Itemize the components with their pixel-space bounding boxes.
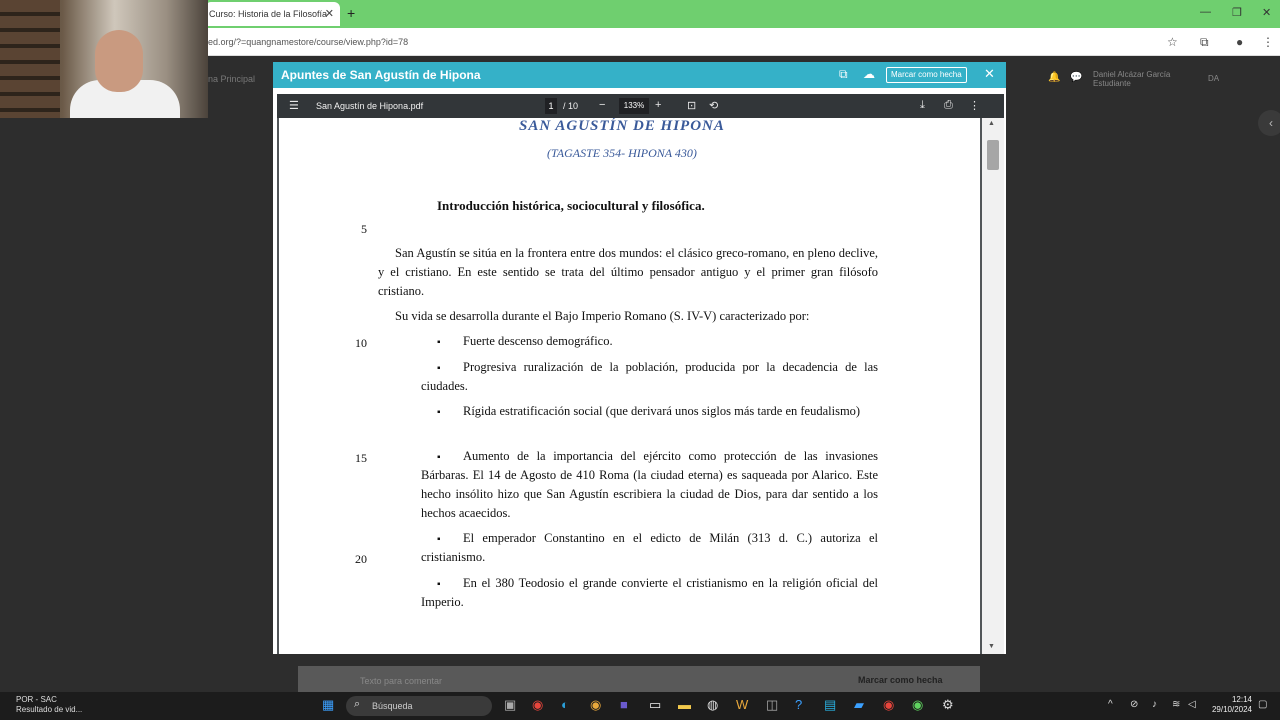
line-number: 15 (355, 451, 367, 465)
winamp-icon[interactable]: W (736, 697, 749, 712)
zoom-in-icon[interactable]: + (655, 99, 662, 111)
news-widget[interactable] (16, 695, 82, 715)
line-number: 5 (361, 222, 367, 236)
intro-paragraph: San Agustín se sitúa en la frontera entre dos mundos: el clásico greco-romano, en pleno declive, y el cristiano. En este sentido se trata del último pensador antiguo y el primer gran filósofo cristiano. (378, 246, 878, 298)
line-number: 10 (355, 336, 367, 350)
browser-tab[interactable] (205, 2, 340, 26)
restore-icon[interactable]: ❐ (1232, 7, 1242, 19)
nav-home-link[interactable]: na Principal (208, 74, 256, 84)
list-item: El emperador Constantino en el edicto de Milán (313 d. C.) autoriza el cristianismo. (421, 531, 878, 564)
activity-comment-label: Texto para comentar (360, 676, 443, 686)
user-role: Estudiante (1093, 79, 1131, 88)
background-mark-done-button[interactable]: Marcar como hecha (858, 675, 943, 685)
date: 29/10/2024 (1211, 705, 1252, 714)
line-number: 20 (355, 552, 367, 566)
modal-title: Apuntes de San Agustín de Hipona (281, 68, 481, 82)
edge-icon[interactable]: ◐ (561, 697, 569, 712)
pdf-toolbar (277, 94, 1004, 118)
minimize-icon[interactable]: — (1200, 6, 1211, 18)
person-head (95, 30, 143, 92)
modal-close-icon[interactable]: ✕ (984, 66, 995, 81)
more-options-icon[interactable]: ⋮ (969, 100, 980, 112)
bullet-icon: ▪ (437, 407, 441, 418)
scroll-up-icon[interactable]: ▲ (988, 120, 995, 127)
close-tab-icon[interactable]: ✕ (324, 8, 334, 20)
list-item: Aumento de la importancia del ejército como protección de las invasiones Bárbaras. El 14 de Agosto de 410 Roma (la ciudad eterna) es saqueada por Alarico. Este hecho insólito hizo que San Agustín escribiera la ciudad de Dios, para dar sentido a los hechos acaecidos. (421, 449, 878, 520)
taskbar-search[interactable] (346, 696, 492, 716)
news-title: POR - SAC (16, 695, 57, 704)
bullet-icon: ▪ (437, 534, 441, 545)
settings-icon[interactable]: ⚙ (942, 697, 954, 712)
pdf-viewport (277, 118, 1004, 654)
list-item: Rígida estratificación social (que derivará unos siglos más tarde en feudalismo) (463, 404, 861, 418)
document-app-icon[interactable]: ▭ (649, 697, 662, 712)
clock[interactable] (1208, 695, 1252, 715)
time: 12:14 (1231, 695, 1252, 704)
start-windows-icon[interactable]: ▦ (322, 697, 335, 712)
app-icon[interactable]: ◫ (766, 697, 779, 712)
context-line: Su vida se desarrolla durante el Bajo Imperio Romano (S. IV-V) caracterizado por: (395, 309, 810, 323)
notifications-tray-icon[interactable]: ▢ (1258, 699, 1268, 710)
download-icon[interactable]: ⤓ (920, 99, 925, 111)
steam-icon[interactable]: ◍ (707, 697, 719, 712)
modal-header (273, 62, 1006, 88)
print-icon[interactable]: ⎙ (944, 99, 953, 111)
list-item: En el 380 Teodosio el grande convierte el cristianismo en la religión oficial del Imperio. (421, 576, 878, 609)
search-icon: ⌕ (354, 698, 361, 710)
pdf-modal (273, 62, 1006, 654)
open-new-window-icon[interactable]: ⧉ (839, 67, 848, 81)
page-number-input[interactable]: 1 (545, 98, 557, 114)
volume-icon[interactable]: ◁ (1188, 699, 1196, 710)
news-subtitle: Resultado de vid... (16, 705, 83, 714)
file-explorer-icon[interactable]: ▬ (678, 697, 691, 712)
chrome-profile-icon[interactable]: ◉ (590, 697, 602, 712)
drawer-toggle-chevron-left-icon[interactable]: ‹ (1258, 110, 1280, 136)
help-icon[interactable]: ? (795, 697, 803, 712)
fit-page-icon[interactable]: ⊡ (687, 100, 697, 112)
page-count: / 10 (563, 101, 579, 111)
user-menu[interactable] (1093, 70, 1170, 88)
rotate-icon[interactable]: ⟲ (709, 100, 719, 112)
url-field[interactable]: ed.org/?=quangnamestore/course/view.php?id=78 (208, 37, 409, 47)
chrome-window-icon[interactable]: ◉ (883, 697, 895, 712)
pdf-file-name: San Agustín de Hipona.pdf (316, 101, 424, 111)
bullet-icon: ▪ (437, 363, 441, 374)
bullet-icon: ▪ (437, 452, 441, 463)
avatar[interactable]: DA (1208, 74, 1220, 83)
pdf-scrollbar[interactable] (982, 118, 1004, 654)
section-heading: Introducción histórica, sociocultural y filosófica. (437, 198, 705, 213)
profile-icon[interactable]: ● (1236, 35, 1244, 49)
microphone-icon[interactable]: ♪ (1152, 699, 1157, 710)
tab-title: Curso: Historia de la Filosofía (209, 9, 328, 19)
scroll-down-icon[interactable]: ▼ (988, 643, 995, 650)
bullet-icon: ▪ (437, 337, 441, 348)
wifi-icon[interactable]: ≋ (1172, 699, 1181, 710)
search-placeholder: Búsqueda (372, 701, 413, 711)
cloud-download-icon[interactable]: ☁ (863, 67, 875, 81)
folder-icon[interactable]: ▰ (854, 697, 864, 712)
task-view-icon[interactable]: ▣ (504, 697, 517, 712)
tray-chevron-up-icon[interactable]: ^ (1108, 699, 1113, 710)
notifications-icon[interactable]: 🔔 (1048, 72, 1061, 83)
webcam-overlay (0, 0, 208, 118)
bookshelf (0, 0, 60, 118)
browser-menu-icon[interactable]: ⋮ (1262, 35, 1274, 49)
scrollbar-thumb[interactable] (987, 140, 999, 170)
bookmark-star-icon[interactable]: ☆ (1167, 35, 1178, 49)
teams-icon[interactable]: ■ (620, 697, 628, 712)
chrome-icon[interactable]: ◉ (532, 697, 544, 712)
user-name: Daniel Alcázar García (1093, 70, 1171, 79)
zoom-out-icon[interactable]: − (599, 99, 606, 111)
document-subtitle: (TAGASTE 354- HIPONA 430) (547, 146, 697, 160)
window-close-icon[interactable]: ✕ (1262, 7, 1272, 19)
network-off-icon[interactable]: ⊘ (1130, 699, 1139, 710)
messages-icon[interactable]: 💬 (1070, 72, 1083, 83)
bullet-icon: ▪ (437, 579, 441, 590)
zoom-level[interactable]: 133% (619, 98, 649, 114)
extensions-icon[interactable]: ⧉ (1200, 35, 1209, 49)
pdf-page (279, 118, 980, 654)
document-title: SAN AGUSTÍN DE HIPONA (519, 118, 725, 134)
new-tab-button[interactable]: + (347, 5, 356, 21)
pdf-menu-icon[interactable]: ☰ (289, 100, 299, 112)
mark-done-button[interactable]: Marcar como hecha (886, 67, 967, 83)
chrome-active-icon[interactable]: ◉ (912, 697, 924, 712)
windows-taskbar (0, 692, 1280, 720)
list-item: Fuerte descenso demográfico. (463, 334, 613, 348)
app-store-icon[interactable]: ▤ (824, 697, 837, 712)
list-item: Progresiva ruralización de la población, producida por la decadencia de las ciudades. (421, 360, 878, 393)
